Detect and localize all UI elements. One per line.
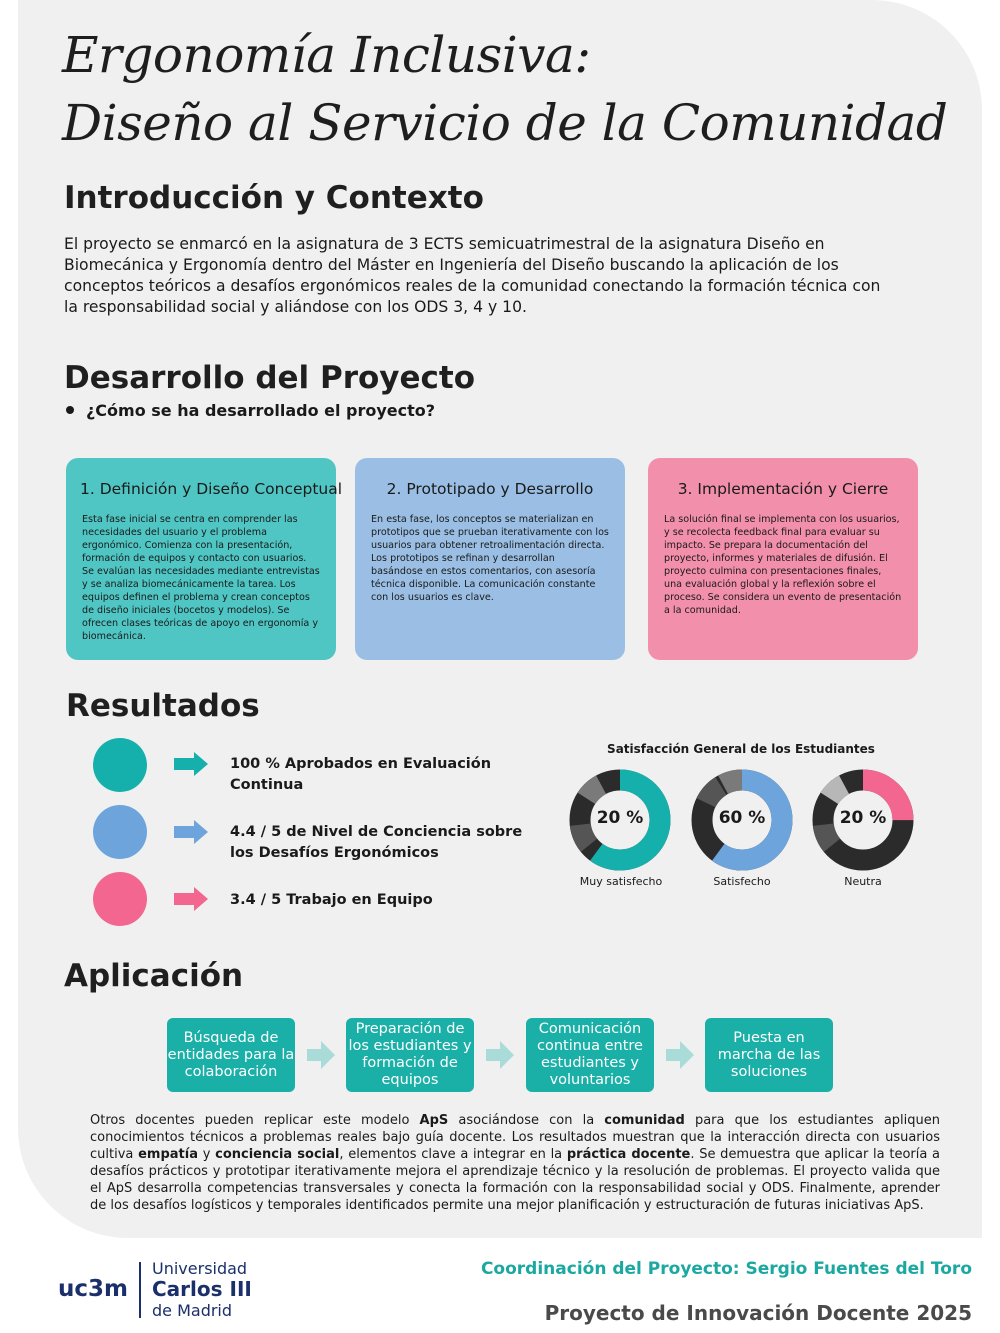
aplicacion-heading: Aplicación xyxy=(64,958,244,994)
phase-card-title: 1. Definición y Diseño Conceptual xyxy=(80,480,343,498)
bold-keyword: ApS xyxy=(419,1113,449,1128)
coordination-text: Coordinación del Proyecto: Sergio Fuentes del Toro xyxy=(480,1259,972,1279)
phase-card-2 xyxy=(355,458,625,660)
desarrollo-bullet xyxy=(66,401,435,420)
result-text-2: 4.4 / 5 de Nivel de Conciencia sobre los Desafíos Ergonómicos xyxy=(230,824,523,861)
intro-heading: Introducción y Contexto xyxy=(64,180,484,216)
step-box-4: Puesta en marcha de las soluciones xyxy=(705,1018,833,1092)
bullet-dot-icon xyxy=(66,406,74,414)
title-line-2: Diseño al Servicio de la Comunidad xyxy=(62,94,948,152)
donut-percent-1: 20 % xyxy=(596,808,644,828)
donut-percent-2: 60 % xyxy=(718,808,766,828)
phase-card-title: 2. Prototipado y Desarrollo xyxy=(386,480,594,498)
project-title: Proyecto de Innovación Docente 2025 xyxy=(544,1301,972,1325)
text-run: Otros docentes pueden replicar este modelo xyxy=(90,1113,420,1128)
logo-short: uc3m xyxy=(58,1276,128,1302)
phase-card-text: En esta fase, los conceptos se materializan en prototipos que se prueban iterativamente con los usuarios para obtener retroalimentación directa. Los prototipos se refinan y desarrollan basándose en estos comentarios, con asesoría técnica disponible. La comunicación constante con los usuarios es clave. xyxy=(371,514,609,603)
text-run: , elementos clave a integrar en la xyxy=(339,1147,567,1162)
arrow-right-icon xyxy=(174,820,208,844)
text-run: y xyxy=(197,1147,216,1162)
donut-label-2: Satisfecho xyxy=(713,875,771,888)
result-circle-2 xyxy=(93,805,147,859)
logo-line-1: Universidad xyxy=(152,1259,248,1278)
bold-keyword: conciencia social xyxy=(215,1147,340,1162)
phase-card-title: 3. Implementación y Cierre xyxy=(677,480,889,498)
bold-keyword: práctica docente xyxy=(566,1147,691,1162)
desarrollo-heading: Desarrollo del Proyecto xyxy=(64,360,476,396)
text-run: . Se demuestra que aplicar la teoría a desafíos prácticos y prototipar iterativamente mejora el aprendizaje técnico y la resolución de problemas. El proyecto valida que el ApS desarrolla competencias transversales y conecta la formación con la responsabilidad social y ODS. Finalmente, aprender de los desafíos logísticos y temporales identificados permite una mejor planificación y estructuración de futuras iniciativas ApS. xyxy=(90,1147,940,1213)
step-arrow-icon xyxy=(486,1041,514,1069)
bold-keyword: empatía xyxy=(138,1147,198,1162)
step-box-3: Comunicación continua entre estudiantes y voluntarios xyxy=(526,1018,654,1092)
logo-line-3: de Madrid xyxy=(152,1301,233,1320)
phase-card-3 xyxy=(648,458,918,660)
title-line-1: Ergonomía Inclusiva: xyxy=(62,26,591,84)
result-circle-1 xyxy=(93,738,147,792)
resultados-heading: Resultados xyxy=(66,688,260,724)
step-arrow-icon xyxy=(666,1041,694,1069)
donut-percent-3: 20 % xyxy=(839,808,887,828)
phase-card-text: Esta fase inicial se centra en comprender las necesidades del usuario y el problema ergonómico. Comienza con la presentación, formación de equipos y contacto con usuarios. Se evalúan las necesidades mediante entrevistas y se analiza biomecánicamente la tarea. Los equipos definen el problema y crean conceptos de diseño iniciales (bocetos y modelos). Se ofrecen clases teóricas de apoyo en ergonomía y biomecánica. xyxy=(82,514,320,642)
donut-label-3: Neutra xyxy=(844,875,882,888)
step-arrow-icon xyxy=(307,1041,335,1069)
text-run: asociándose con la xyxy=(448,1113,605,1128)
phase-card-1 xyxy=(66,458,343,660)
text-run: para que los estudiantes apliquen conocimientos técnicos a problemas reales bajo guía docente. Los resultados muestran que la interacción directa con usuarios cultiva xyxy=(90,1113,940,1162)
bold-keyword: comunidad xyxy=(604,1113,685,1128)
intro-text: El proyecto se enmarcó en la asignatura de 3 ECTS semicuatrimestral de la asignatura Diseño en Biomecánica y Ergonomía dentro del Máster en Ingeniería del Diseño buscando la aplicación de los conceptos teóricos a desafíos ergonómicos reales de la comunidad conectando la formación técnica con la responsabilidad social y aliándose con los ODS 3, 4 y 10. xyxy=(64,235,881,316)
arrow-right-icon xyxy=(174,752,208,776)
step-box-1: Búsqueda de entidades para la colaboración xyxy=(167,1018,295,1092)
step-box-2: Preparación de los estudiantes y formación de equipos xyxy=(346,1018,474,1092)
bullet-text: ¿Cómo se ha desarrollado el proyecto? xyxy=(86,401,436,420)
result-text-3: 3.4 / 5 Trabajo en Equipo xyxy=(230,892,433,908)
logo-divider xyxy=(139,1262,141,1318)
chart-title: Satisfacción General de los Estudiantes xyxy=(607,742,875,756)
aplicacion-text xyxy=(90,1112,940,1214)
phase-card-text: La solución final se implementa con los usuarios, y se recolecta feedback final para evaluar su impacto. Se prepara la documentación del proyecto, informes y materiales de difusión. El proyecto culmina con presentaciones finales, una evaluación global y la reflexión sobre el proceso. Se considera un evento de presentación a la comunidad. xyxy=(664,514,902,616)
logo-line-2: Carlos III xyxy=(152,1277,252,1301)
result-text-1: 100 % Aprobados en Evaluación Continua xyxy=(230,756,492,793)
arrow-right-icon xyxy=(174,887,208,911)
result-circle-3 xyxy=(93,872,147,926)
donut-label-1: Muy satisfecho xyxy=(579,875,663,888)
